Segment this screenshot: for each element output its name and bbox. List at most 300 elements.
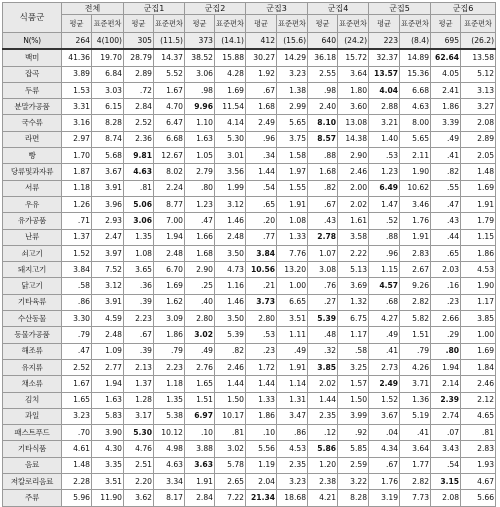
table-row — [3, 474, 496, 490]
sd-cell: 3.03 — [92, 82, 124, 98]
sd-cell: 3.51 — [277, 311, 308, 327]
sd-cell: 2.05 — [461, 148, 496, 164]
sd-cell: 1.17 — [338, 327, 369, 343]
mean-cell: .29 — [431, 327, 461, 343]
mean-cell: 3.73 — [246, 294, 277, 310]
sd-cell: 2.89 — [461, 131, 496, 147]
sd-cell: 6.65 — [277, 294, 308, 310]
mean-cell: 2.20 — [124, 474, 154, 490]
food-group-name: 패스트푸드 — [3, 425, 62, 441]
sd-cell: 6.70 — [154, 262, 185, 278]
sd-cell: 1.35 — [154, 392, 185, 408]
sd-cell: 3.91 — [92, 294, 124, 310]
mean-cell: .58 — [62, 278, 92, 294]
sd-cell: 1.97 — [277, 164, 308, 180]
mean-header: 평균 — [185, 15, 215, 33]
sd-cell: 3.12 — [215, 196, 246, 212]
n-cell: 223 — [369, 33, 400, 50]
mean-cell: 1.51 — [185, 392, 215, 408]
mean-cell: 6.49 — [369, 180, 400, 196]
food-group-name: 분말가공품 — [3, 99, 62, 115]
mean-cell: .48 — [308, 327, 338, 343]
sd-cell: 2.47 — [92, 229, 124, 245]
mean-cell: 3.30 — [62, 311, 92, 327]
mean-cell: 2.23 — [124, 311, 154, 327]
sd-cell: 10.62 — [400, 180, 431, 196]
sd-cell: 3.47 — [277, 408, 308, 424]
mean-cell: .98 — [308, 82, 338, 98]
sd-cell: 4.26 — [400, 359, 431, 375]
mean-cell: 2.74 — [431, 408, 461, 424]
mean-cell: .70 — [62, 425, 92, 441]
sd-cell: 1.76 — [400, 213, 431, 229]
sd-cell: 2.02 — [338, 196, 369, 212]
table-row — [3, 376, 496, 392]
mean-cell: 2.41 — [431, 82, 461, 98]
table-row — [3, 131, 496, 147]
mean-cell: .25 — [185, 278, 215, 294]
sd-cell: 1.00 — [277, 278, 308, 294]
mean-cell: 4.21 — [308, 490, 338, 506]
sd-cell: 2.77 — [92, 359, 124, 375]
mean-header: 평균 — [308, 15, 338, 33]
food-group-name: 김치 — [3, 392, 62, 408]
mean-cell: 1.26 — [62, 196, 92, 212]
mean-cell: 2.49 — [369, 376, 400, 392]
sd-cell: .86 — [277, 425, 308, 441]
mean-cell: .72 — [124, 82, 154, 98]
table-row — [3, 408, 496, 424]
mean-cell: 2.84 — [185, 490, 215, 506]
mean-cell: .44 — [431, 229, 461, 245]
sd-cell: 5.83 — [92, 408, 124, 424]
mean-cell: 2.89 — [124, 66, 154, 82]
mean-cell: .53 — [246, 327, 277, 343]
mean-cell: 1.53 — [62, 82, 92, 98]
sd-cell: 2.90 — [338, 148, 369, 164]
sd-cell: 4.14 — [215, 115, 246, 131]
mean-cell: .49 — [185, 343, 215, 359]
mean-cell: .67 — [308, 196, 338, 212]
mean-cell: 2.04 — [246, 474, 277, 490]
sd-cell: 3.97 — [92, 245, 124, 261]
mean-cell: 5.06 — [124, 196, 154, 212]
sd-cell: 14.38 — [338, 131, 369, 147]
mean-cell: 1.52 — [62, 245, 92, 261]
mean-cell: 3.65 — [124, 262, 154, 278]
mean-cell: 8.10 — [308, 115, 338, 131]
mean-cell: 36.18 — [308, 49, 338, 66]
sd-header: 표준편차 — [154, 15, 185, 33]
sd-cell: 1.32 — [338, 294, 369, 310]
food-group-name: 동물가공품 — [3, 327, 62, 343]
sd-cell: .92 — [338, 425, 369, 441]
mean-cell: 38.52 — [185, 49, 215, 66]
table-row — [3, 278, 496, 294]
mean-cell: .34 — [246, 148, 277, 164]
sd-cell: 3.67 — [92, 164, 124, 180]
mean-cell: 1.66 — [185, 229, 215, 245]
table-row — [3, 311, 496, 327]
sd-header: 표준편차 — [338, 15, 369, 33]
mean-cell: 28.79 — [124, 49, 154, 66]
sd-cell: 1.91 — [277, 359, 308, 375]
mean-cell: 4.57 — [369, 278, 400, 294]
sd-cell: 2.82 — [400, 294, 431, 310]
mean-cell: 3.89 — [62, 66, 92, 82]
n-cell: (8.4) — [400, 33, 431, 50]
mean-cell: .55 — [431, 180, 461, 196]
mean-cell: .36 — [124, 278, 154, 294]
food-group-name: 백미 — [3, 49, 62, 66]
sd-cell: 3.12 — [92, 278, 124, 294]
table-row — [3, 196, 496, 212]
mean-cell: 4.61 — [62, 441, 92, 457]
sd-cell: .79 — [154, 343, 185, 359]
sd-cell: 3.01 — [215, 148, 246, 164]
sd-cell: 2.23 — [154, 359, 185, 375]
sd-cell: 2.48 — [92, 327, 124, 343]
mean-cell: 2.97 — [62, 131, 92, 147]
sd-cell: 12.67 — [154, 148, 185, 164]
food-group-name: 기타식품 — [3, 441, 62, 457]
table-row — [3, 262, 496, 278]
sd-cell: 1.84 — [461, 359, 496, 375]
mean-cell: .41 — [431, 148, 461, 164]
mean-cell: 5.86 — [308, 441, 338, 457]
mean-header: 평균 — [431, 15, 461, 33]
table-row — [3, 457, 496, 473]
sd-cell: 1.51 — [400, 327, 431, 343]
mean-cell: .67 — [369, 457, 400, 473]
table-row — [3, 359, 496, 375]
sd-cell: .79 — [400, 343, 431, 359]
sd-cell: 3.96 — [92, 196, 124, 212]
mean-cell: 2.39 — [431, 392, 461, 408]
mean-cell: 2.80 — [185, 311, 215, 327]
table-row — [3, 392, 496, 408]
sd-cell: 10.17 — [215, 408, 246, 424]
mean-cell: 2.90 — [185, 262, 215, 278]
mean-cell: 2.03 — [431, 262, 461, 278]
sd-cell: 2.11 — [400, 148, 431, 164]
cluster5-header: 군집5 — [369, 3, 431, 15]
sd-cell: 6.47 — [154, 115, 185, 131]
sd-cell: 1.99 — [215, 180, 246, 196]
sd-cell: 2.48 — [154, 245, 185, 261]
mean-cell: .96 — [246, 131, 277, 147]
mean-cell: 3.39 — [431, 115, 461, 131]
n-cell: (11.5) — [154, 33, 185, 50]
sd-cell: 3.34 — [154, 474, 185, 490]
sd-cell: 1.94 — [92, 376, 124, 392]
food-group-name: 잡곡 — [3, 66, 62, 82]
sd-cell: 3.64 — [400, 441, 431, 457]
sd-header: 표준편차 — [277, 15, 308, 33]
sd-cell: 2.82 — [400, 474, 431, 490]
mean-cell: .65 — [431, 245, 461, 261]
sd-cell: 7.73 — [400, 490, 431, 506]
sd-cell: 1.15 — [461, 229, 496, 245]
sd-cell: 1.62 — [154, 294, 185, 310]
mean-cell: .49 — [431, 131, 461, 147]
mean-cell: .27 — [308, 294, 338, 310]
mean-cell: 1.68 — [308, 164, 338, 180]
sd-cell: 1.91 — [277, 196, 308, 212]
table-row — [3, 343, 496, 359]
mean-cell: .43 — [431, 213, 461, 229]
sd-header: 표준편차 — [215, 15, 246, 33]
sd-cell: 5.82 — [400, 311, 431, 327]
mean-header: 평균 — [124, 15, 154, 33]
mean-cell: 2.49 — [246, 115, 277, 131]
mean-cell: 6.97 — [185, 408, 215, 424]
mean-cell: 3.85 — [308, 359, 338, 375]
sd-cell: 7.52 — [92, 262, 124, 278]
mean-cell: .65 — [246, 196, 277, 212]
cluster4-header: 군집4 — [308, 3, 369, 15]
sd-cell: 2.46 — [338, 164, 369, 180]
sd-cell: .81 — [461, 425, 496, 441]
sd-cell: 13.58 — [461, 49, 496, 66]
mean-cell: 1.48 — [62, 457, 92, 473]
n-cell: (15.6) — [277, 33, 308, 50]
sd-cell: 3.75 — [277, 131, 308, 147]
sd-header: 표준편차 — [400, 15, 431, 33]
sd-cell: 7.76 — [277, 245, 308, 261]
table-row — [3, 180, 496, 196]
mean-cell: 2.52 — [124, 115, 154, 131]
sd-cell: 1.69 — [461, 343, 496, 359]
sd-cell: 1.36 — [400, 392, 431, 408]
sd-cell: 5.52 — [154, 66, 185, 82]
mean-cell: .98 — [185, 82, 215, 98]
mean-cell: .80 — [431, 343, 461, 359]
sd-cell: 3.23 — [277, 474, 308, 490]
sd-cell: 4.28 — [215, 66, 246, 82]
mean-cell: 2.76 — [185, 359, 215, 375]
sd-cell: 1.58 — [277, 148, 308, 164]
sd-cell: 3.46 — [400, 196, 431, 212]
mean-cell: .52 — [369, 213, 400, 229]
sd-cell: 2.46 — [461, 376, 496, 392]
cluster1-header: 군집1 — [124, 3, 185, 15]
sd-cell: 7.00 — [154, 213, 185, 229]
mean-cell: 9.96 — [185, 99, 215, 115]
sd-cell: 1.79 — [461, 213, 496, 229]
mean-cell: .88 — [369, 229, 400, 245]
food-group-name: 국수류 — [3, 115, 62, 131]
sd-cell: 1.63 — [92, 392, 124, 408]
sd-cell: 1.18 — [154, 376, 185, 392]
sd-cell: 3.09 — [154, 311, 185, 327]
sd-cell: 8.77 — [154, 196, 185, 212]
mean-cell: 3.16 — [62, 115, 92, 131]
food-group-name: 유지류 — [3, 359, 62, 375]
mean-cell: .96 — [369, 245, 400, 261]
sd-cell: 1.11 — [277, 327, 308, 343]
sd-cell: 1.90 — [400, 164, 431, 180]
sd-cell: 4.63 — [400, 99, 431, 115]
sd-cell: 4.63 — [154, 457, 185, 473]
mean-cell: 1.86 — [246, 408, 277, 424]
mean-cell: 1.33 — [246, 392, 277, 408]
mean-cell: .86 — [62, 294, 92, 310]
sd-cell: 2.83 — [461, 441, 496, 457]
sd-cell: 3.50 — [215, 311, 246, 327]
n-cell: 695 — [431, 33, 461, 50]
sd-cell: .49 — [277, 343, 308, 359]
mean-cell: 2.73 — [369, 359, 400, 375]
n-cell: 305 — [124, 33, 154, 50]
table-row — [3, 245, 496, 261]
food-group-name: 우유 — [3, 196, 62, 212]
sd-cell: .58 — [338, 343, 369, 359]
sd-cell: 1.90 — [461, 278, 496, 294]
mean-cell: 1.37 — [62, 229, 92, 245]
mean-cell: 4.04 — [369, 82, 400, 98]
sd-cell: 3.13 — [461, 82, 496, 98]
food-group-name: 주류 — [3, 490, 62, 506]
table-row — [3, 441, 496, 457]
sd-cell: 5.85 — [338, 441, 369, 457]
mean-cell: 3.23 — [62, 408, 92, 424]
mean-cell: 1.44 — [246, 376, 277, 392]
mean-cell: .07 — [431, 425, 461, 441]
n-cell: 373 — [185, 33, 215, 50]
sd-cell: 1.16 — [215, 278, 246, 294]
mean-cell: 4.05 — [431, 66, 461, 82]
mean-cell: 1.63 — [185, 131, 215, 147]
food-group-name: 돼지고기 — [3, 262, 62, 278]
sd-cell: 2.93 — [92, 213, 124, 229]
mean-cell: .21 — [246, 278, 277, 294]
table-row — [3, 66, 496, 82]
sd-cell: 3.99 — [338, 408, 369, 424]
sd-cell: 1.38 — [277, 82, 308, 98]
sd-cell: 1.50 — [215, 392, 246, 408]
sd-cell: 4.73 — [215, 262, 246, 278]
table-row — [3, 425, 496, 441]
mean-cell: .12 — [308, 425, 338, 441]
sd-cell: 1.44 — [215, 376, 246, 392]
mean-cell: 3.17 — [124, 408, 154, 424]
sd-cell: 14.89 — [400, 49, 431, 66]
mean-cell: 5.30 — [124, 425, 154, 441]
mean-cell: .53 — [369, 148, 400, 164]
mean-cell: 1.23 — [369, 164, 400, 180]
sd-cell: 1.08 — [277, 213, 308, 229]
mean-cell: 3.06 — [124, 213, 154, 229]
mean-cell: .67 — [124, 327, 154, 343]
mean-cell: 3.15 — [431, 474, 461, 490]
food-group-table-container — [2, 2, 495, 507]
sd-cell: 4.59 — [92, 311, 124, 327]
sd-cell: 4.53 — [277, 441, 308, 457]
sd-cell: 18.68 — [277, 490, 308, 506]
mean-cell: 3.21 — [369, 115, 400, 131]
sd-cell: 2.83 — [400, 245, 431, 261]
sd-cell: 3.60 — [338, 99, 369, 115]
sd-cell: 14.29 — [277, 49, 308, 66]
mean-cell: 2.40 — [308, 99, 338, 115]
mean-cell: 1.52 — [369, 392, 400, 408]
sd-cell: 5.78 — [215, 457, 246, 473]
sd-cell: 3.71 — [400, 376, 431, 392]
mean-cell: 2.13 — [124, 359, 154, 375]
sd-cell: 1.50 — [338, 392, 369, 408]
sd-header: 표준편차 — [461, 15, 496, 33]
n-cell: 412 — [246, 33, 277, 50]
food-group-name: 서류 — [3, 180, 62, 196]
mean-cell: .32 — [308, 343, 338, 359]
sd-cell: 6.84 — [92, 66, 124, 82]
mean-cell: 1.44 — [308, 392, 338, 408]
food-group-name: 저칼로리음료 — [3, 474, 62, 490]
sd-cell: 3.69 — [338, 278, 369, 294]
sd-cell: .82 — [215, 343, 246, 359]
n-cell: (14.1) — [215, 33, 246, 50]
sd-cell: 14.37 — [154, 49, 185, 66]
mean-cell: .80 — [185, 180, 215, 196]
food-group-name: 해조류 — [3, 343, 62, 359]
mean-cell: .47 — [185, 213, 215, 229]
sd-cell: 1.61 — [338, 213, 369, 229]
mean-cell: 1.65 — [185, 376, 215, 392]
sd-cell: 4.70 — [154, 99, 185, 115]
mean-cell: 8.57 — [308, 131, 338, 147]
mean-cell: 4.63 — [124, 164, 154, 180]
sd-cell: 11.90 — [92, 490, 124, 506]
sd-cell: 1.09 — [92, 343, 124, 359]
mean-cell: 62.64 — [431, 49, 461, 66]
sd-cell: 15.36 — [400, 66, 431, 82]
sd-cell: 2.65 — [215, 474, 246, 490]
sd-cell: 1.91 — [400, 229, 431, 245]
mean-cell: 1.18 — [62, 180, 92, 196]
mean-cell: 1.86 — [431, 99, 461, 115]
mean-cell: .40 — [185, 294, 215, 310]
food-group-name: 유가공품 — [3, 213, 62, 229]
mean-cell: 1.47 — [369, 196, 400, 212]
sd-cell: 1.86 — [461, 245, 496, 261]
mean-cell: 2.78 — [308, 229, 338, 245]
mean-cell: 30.27 — [246, 49, 277, 66]
mean-cell: .47 — [431, 196, 461, 212]
mean-cell: .39 — [124, 294, 154, 310]
mean-cell: 1.10 — [185, 115, 215, 131]
mean-cell: .81 — [124, 180, 154, 196]
table-row — [3, 490, 496, 506]
table-row — [3, 327, 496, 343]
mean-cell: 1.28 — [124, 392, 154, 408]
mean-cell: 3.02 — [185, 327, 215, 343]
n-count-row — [3, 33, 496, 50]
mean-cell: 2.36 — [124, 131, 154, 147]
n-row-label: N(%) — [3, 33, 62, 50]
sd-cell: 6.15 — [92, 99, 124, 115]
sd-cell: 7.22 — [215, 490, 246, 506]
sd-cell: 13.20 — [277, 262, 308, 278]
mean-cell: .71 — [62, 213, 92, 229]
food-group-header: 식품군 — [3, 3, 62, 33]
sd-cell: 4.98 — [154, 441, 185, 457]
mean-cell: 2.35 — [308, 408, 338, 424]
table-row — [3, 115, 496, 131]
sd-cell: 5.66 — [461, 490, 496, 506]
sd-cell: 9.26 — [400, 278, 431, 294]
sd-cell: 1.94 — [154, 229, 185, 245]
